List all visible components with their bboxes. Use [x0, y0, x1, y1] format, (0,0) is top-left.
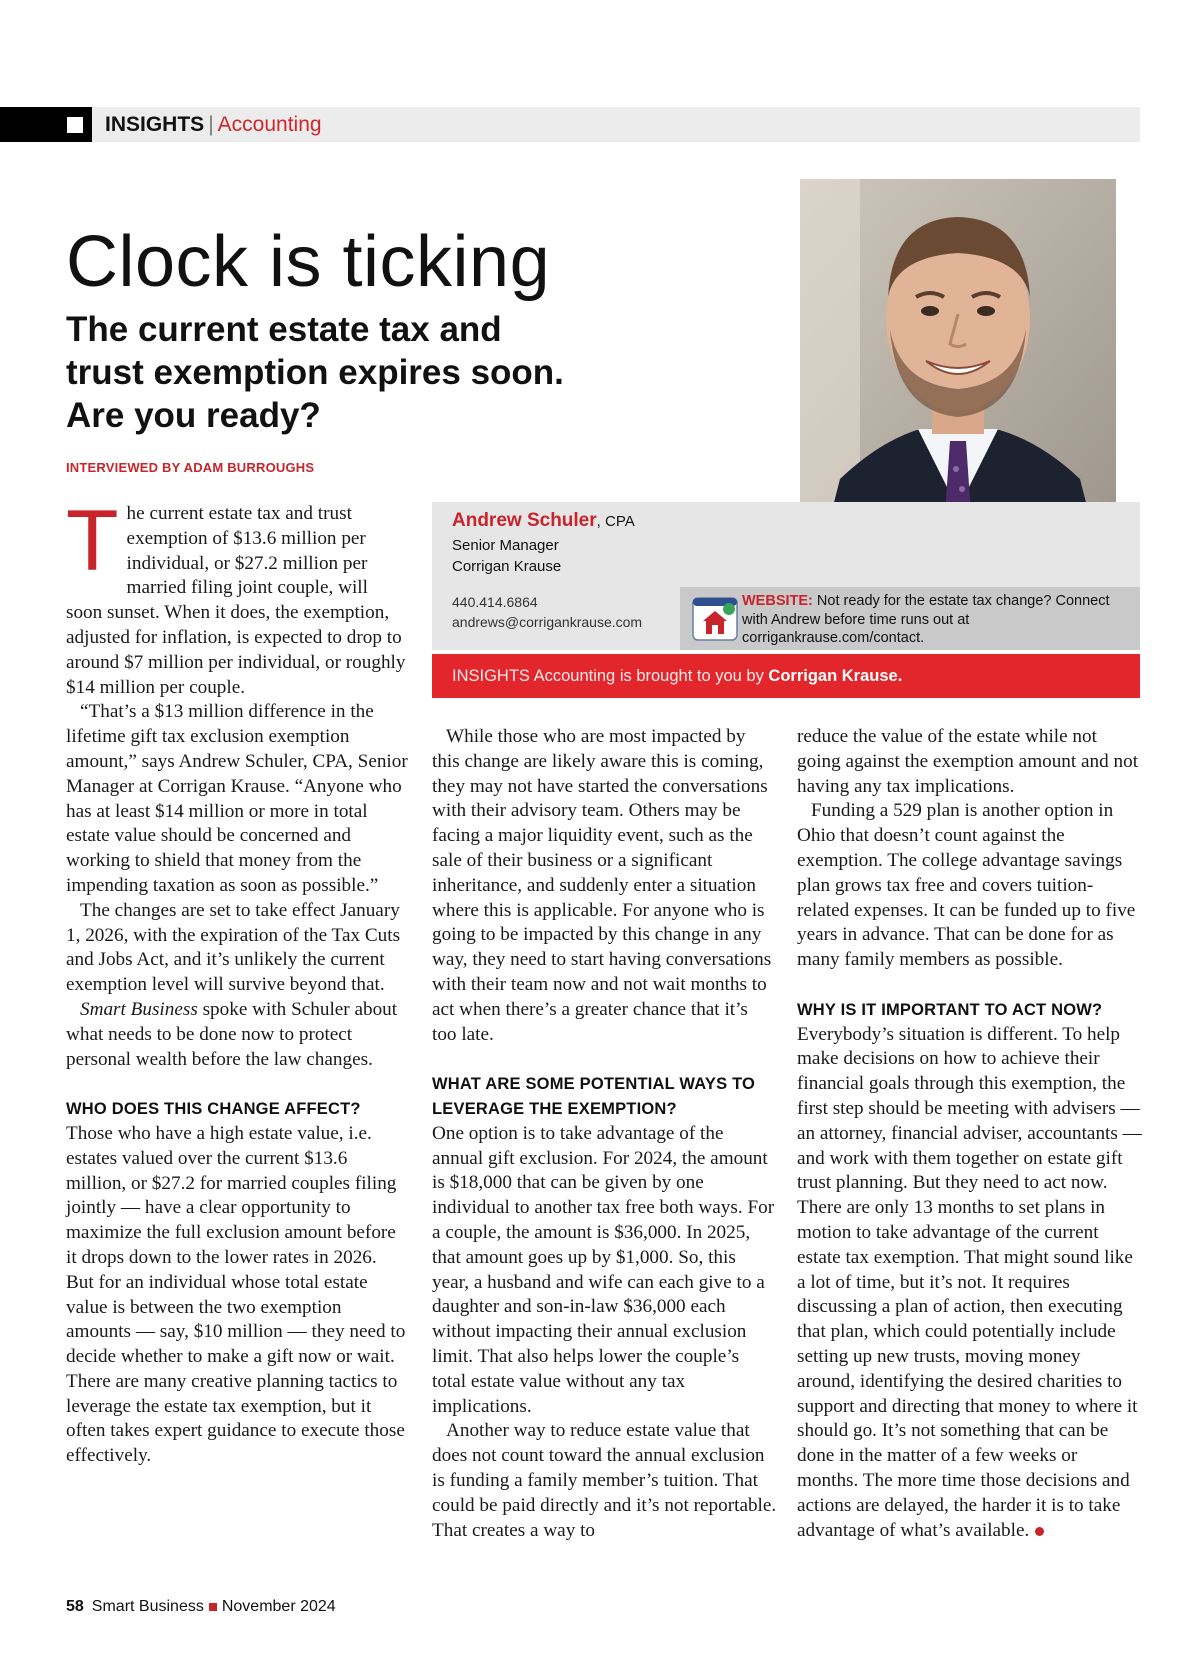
section-square-icon — [67, 117, 83, 133]
profile-company: Corrigan Krause — [452, 558, 562, 575]
footer-square-icon — [209, 1603, 217, 1611]
section-marker-block — [0, 107, 92, 142]
section-divider: | — [208, 113, 214, 136]
byline: INTERVIEWED BY ADAM BURROUGHS — [66, 460, 315, 475]
paragraph-text: he current estate tax and trust exemption of $13.6 million per individual, or $27.2 million per married filing joint couple, will soon sunset. When it does, the exemption, adjusted for inflation, is expected to drop to around $7 million per individual, or roughly $14 million per couple. — [66, 503, 406, 698]
publication-title: Smart Business — [91, 1598, 204, 1615]
article-paragraph — [66, 493, 408, 700]
article-paragraph: reduce the value of the estate while not going against the exemption amount and not having any tax implications. — [797, 726, 1139, 797]
profile-name-line — [452, 510, 635, 532]
subheading: WHY IS IT IMPORTANT TO ACT NOW? — [797, 1000, 1103, 1019]
page-number: 58 — [66, 1598, 84, 1615]
page-footer — [66, 1598, 336, 1616]
section-header-bar — [0, 107, 1140, 142]
article-paragraph: One option is to take advantage of the annual gift exclusion. For 2024, the amount is $18,000 that can be given by one individual to another tax free both ways. For a couple, the amount is $36,000. In 2025, that amount goes up by $1,000. So, this year, a husband and wife can each give to a daughter and son-in-law $36,000 each without impacting their annual exclusion limit. That also helps lower the couple’s total estate value without any tax implications. — [432, 1122, 775, 1417]
drop-cap: T — [66, 493, 119, 589]
article-paragraph — [797, 1023, 1142, 1544]
subheading: WHAT ARE SOME POTENTIAL WAYS TO LEVERAGE THE EXEMPTION? — [432, 1075, 756, 1118]
paragraph-text: spoke with Schuler about what needs to be done now to protect personal wealth before the law changes. — [66, 998, 398, 1070]
article-paragraph: Funding a 529 plan is another option in Ohio that doesn’t count against the exemption. The college advantage savings plan grows tax free and covers tuition-related expenses. It can be funded up to five years in advance. That can be done for as many family members as possible. — [797, 800, 1136, 971]
issue-date: November 2024 — [221, 1598, 336, 1615]
article-paragraph: Another way to reduce estate value that does not count toward the annual exclusion is funding a family member’s tuition. That could be paid directly and it’s not reportable. That creates a way to — [432, 1420, 777, 1541]
profile-credential: , CPA — [596, 513, 635, 530]
article-column-2 — [432, 725, 777, 1543]
profile-phone: 440.414.6864 — [452, 594, 538, 610]
paragraph-text: Everybody’s situation is different. To help make decisions on how to achieve their financial goals through this exemption, the first step should be meeting with advisers — an attorney, financial adviser, accountants — and work with them together on estate gift trust planning. But they need to act now. There are only 13 months to set plans in motion to take advantage of the current estate tax exemption. That might sound like a lot of time, but it’s not. It requires discussing a plan of action, then executing that plan, which could potentially include setting up new trusts, moving money around, identifying the desired charities to support and directing that money to where it should go. It’s not something that can be done in the matter of a few weeks or months. The more time those decisions and actions are delayed, the harder it is to take advantage of what’s available. — [797, 1023, 1142, 1541]
profile-title: Senior Manager — [452, 537, 559, 554]
website-message: Not ready for the estate tax change? Connect with Andrew before time runs out at corrigankrause.com/contact. — [742, 593, 1110, 646]
headline: Clock is ticking — [66, 222, 551, 302]
article-paragraph: Those who have a high estate value, i.e. estates valued over the current $13.6 million, or $27.2 for married couples filing jointly — have a clear opportunity to maximize the full exclusion amount before it drops down to the lower rates in 2026. But for an individual whose total estate value is between the two exemption amounts — say, $10 million — they need to decide whether to make a gift now or wait. There are many creative planning tactics to leverage the estate tax exemption, but it often takes expert guidance to execute those effectively. — [66, 1122, 406, 1467]
portrait-photo — [800, 179, 1116, 557]
section-title — [105, 113, 322, 137]
profile-email: andrews@corrigankrause.com — [452, 614, 643, 630]
website-label: WEBSITE: — [742, 593, 813, 609]
article-paragraph: “That’s a $13 million difference in the lifetime gift tax exclusion exemption amount,” says Andrew Schuler, CPA, Senior Manager at Corrigan Krause. “Anyone who has at least $14 million or more in total estate value should be concerned and working to shield that money from the impending taxation as soon as possible.” — [66, 701, 408, 896]
dek-subheadline: The current estate tax and trust exemption expires soon. Are you ready? — [66, 310, 564, 435]
website-text — [742, 592, 1132, 648]
sponsor-name: Corrigan Krause. — [768, 667, 903, 685]
end-mark-icon — [1035, 1527, 1044, 1536]
publication-name: Smart Business — [80, 998, 198, 1020]
article-column-1 — [66, 493, 408, 1469]
article-paragraph: While those who are most impacted by this change are likely aware this is coming, they may not have started the conversations with their advisory team. Others may be facing a major liquidity event, such as the sale of their business or a significant inheritance, and suddenly enter a situation where this is applicable. For anyone who is going to be impacted by this change in any way, they need to start having conversations with their team now and not wait months to act when there’s a greater chance that it’s too late. — [432, 726, 772, 1045]
website-house-icon — [692, 597, 738, 641]
sponsor-text: INSIGHTS Accounting is brought to you by — [452, 667, 769, 685]
portrait-illustration — [800, 179, 1116, 557]
article-paragraph — [66, 998, 408, 1072]
article-column-3 — [797, 725, 1142, 1543]
sponsor-bar — [432, 654, 1140, 698]
website-callout — [680, 587, 1140, 650]
section-label: INSIGHTS — [105, 113, 205, 136]
profile-name: Andrew Schuler — [452, 510, 597, 531]
subheading: WHO DOES THIS CHANGE AFFECT? — [66, 1100, 361, 1119]
section-category: Accounting — [217, 113, 322, 136]
article-paragraph: The changes are set to take effect January 1, 2026, with the expiration of the Tax Cuts and Jobs Act, and it’s unlikely the current exemption level will survive beyond that. — [66, 899, 401, 996]
